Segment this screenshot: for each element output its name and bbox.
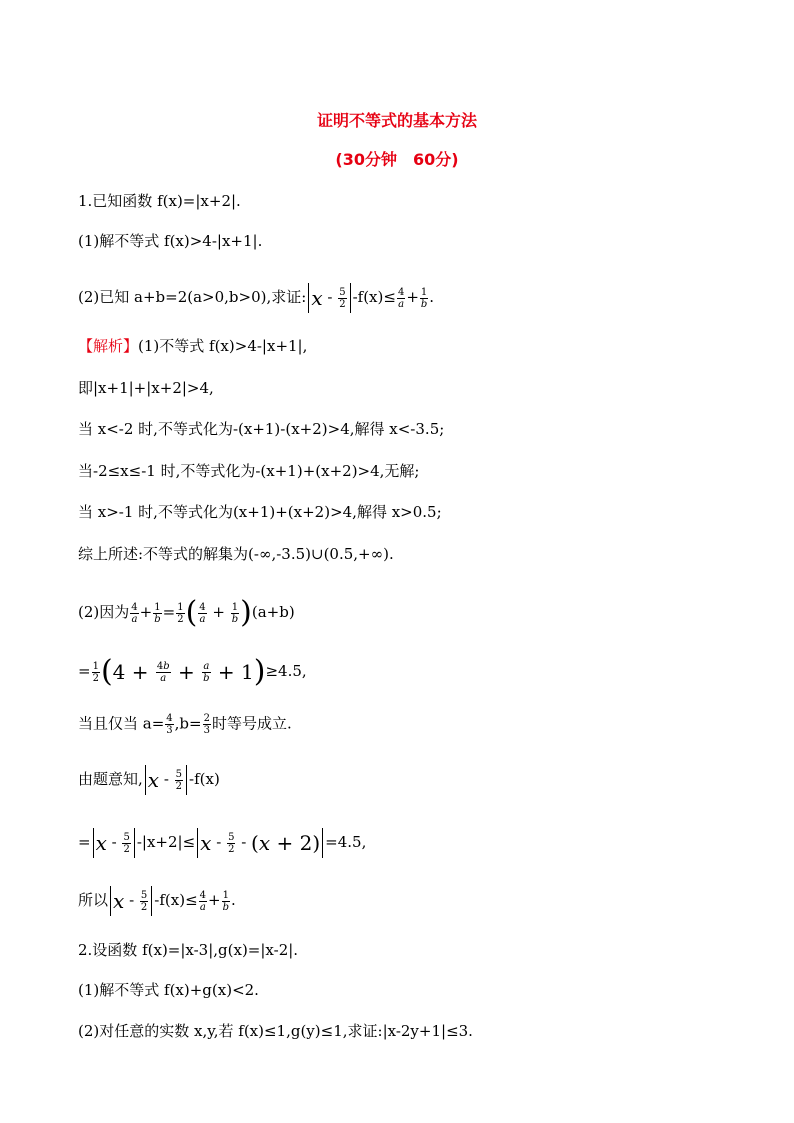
solution-text-1: (1)不等式 f(x)>4-|x+1|, xyxy=(138,337,308,355)
solution-line-4: 当-2≤x≤-1 时,不等式化为-(x+1)+(x+2)>4,无解; xyxy=(78,462,420,480)
line10-prefix: 由题意知, xyxy=(78,770,143,788)
solution-line-2: 即|x+1|+|x+2|>4, xyxy=(78,379,214,397)
solution-line-5: 当 x>-1 时,不等式化为(x+1)+(x+2)>4,解得 x>0.5; xyxy=(78,503,442,521)
solution-line-11: = x - $\frac{5}{2}$ -|x+2|≤ x - $\frac{5}{2}$ - (x + 2) =4.5, xyxy=(78,828,366,858)
line11-mid: -|x+2|≤ xyxy=(136,833,196,851)
solution-line-1 xyxy=(78,336,307,356)
solution-line-12: 所以 x - $\frac{5}{2}$ -f(x)≤ $\frac{4}{a}$ + $\frac{1}{b}$ . xyxy=(78,886,236,916)
line12-suffix: . xyxy=(231,891,236,909)
solution-line-8: = $\frac{1}{2}$ (4 + $\frac{4b}{a}$ + $\frac{a}{b}$ + 1)≥4.5, xyxy=(78,654,307,689)
solution-tag: 【解析】 xyxy=(78,337,139,355)
q2-mid: -f(x)≤ xyxy=(352,288,396,306)
line12-prefix: 所以 xyxy=(78,891,109,909)
problem-1-part-1: (1)解不等式 f(x)>4-|x+1|. xyxy=(78,232,263,250)
line7-suffix: (a+b) xyxy=(251,603,295,621)
line12-mid: -f(x)≤ xyxy=(154,891,198,909)
line11-suffix: =4.5, xyxy=(325,833,367,851)
solution-line-7: (2)因为 $\frac{4}{a}$ + $\frac{1}{b}$ = $\frac{1}{2}$ ( $\frac{4}{a}$ + $\frac{1}{b}$ )(a+b) xyxy=(78,595,295,630)
problem-1-stem: 1.已知函数 f(x)=|x+2|. xyxy=(78,192,241,210)
problem-2-part-2: (2)对任意的实数 x,y,若 f(x)≤1,g(y)≤1,求证:|x-2y+1|≤3. xyxy=(78,1022,473,1040)
line9-suffix: 时等号成立. xyxy=(211,714,292,733)
problem-1-part-2: (2)已知 a+b=2(a>0,b>0),求证: x - $\frac{5}{2}$ -f(x)≤ $\frac{4}{a}$ + $\frac{1}{b}$ . xyxy=(78,283,434,313)
line10-suffix: -f(x) xyxy=(189,770,220,788)
line9-mid: ,b= xyxy=(174,714,202,733)
solution-line-10: 由题意知, x - $\frac{5}{2}$ -f(x) xyxy=(78,765,220,795)
problem-2-stem: 2.设函数 f(x)=|x-3|,g(x)=|x-2|. xyxy=(78,941,299,959)
line9-prefix: 当且仅当 a= xyxy=(78,714,165,733)
solution-line-3: 当 x<-2 时,不等式化为-(x+1)-(x+2)>4,解得 x<-3.5; xyxy=(78,420,445,438)
page-title: 证明不等式的基本方法 xyxy=(316,111,477,130)
q2-end: . xyxy=(429,288,435,306)
line8-suffix: ≥4.5, xyxy=(265,662,307,680)
solution-line-9: 当且仅当 a= $\frac{4}{3}$ ,b= $\frac{2}{3}$ 时等号成立. xyxy=(78,713,292,736)
page-subtitle: (30分钟 60分) xyxy=(335,150,459,169)
problem-2-part-1: (1)解不等式 f(x)+g(x)<2. xyxy=(78,981,259,999)
line7-prefix: (2)因为 xyxy=(78,603,130,621)
q2-prefix: (2)已知 a+b=2(a>0,b>0),求证: xyxy=(78,288,307,306)
solution-line-6: 综上所述:不等式的解集为(-∞,-3.5)∪(0.5,+∞). xyxy=(78,545,394,563)
